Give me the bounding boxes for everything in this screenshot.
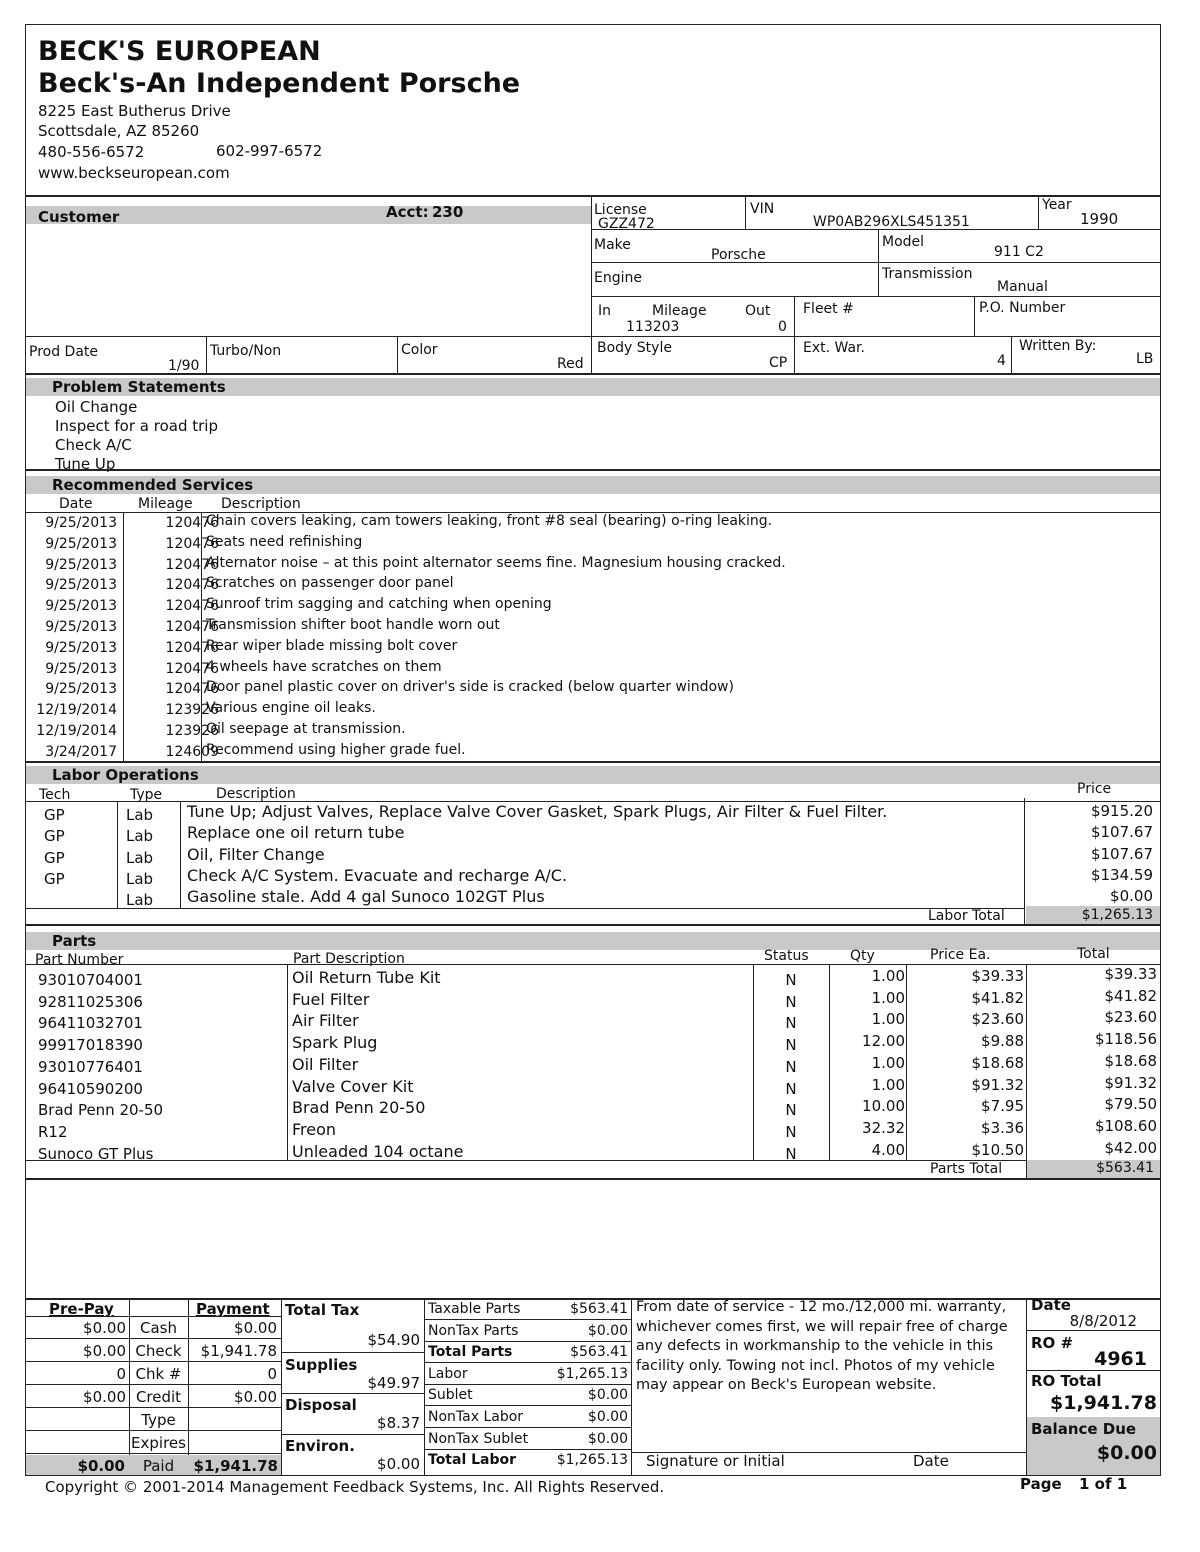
ext-war-value: 4 xyxy=(997,353,1006,369)
ro-value: 4961 xyxy=(1094,1348,1147,1370)
mileage-in-value: 113203 xyxy=(626,319,680,335)
part-desc: Oil Return Tube Kit xyxy=(292,968,441,987)
license-value: GZZ472 xyxy=(598,216,655,232)
part-number: Sunoco GT Plus xyxy=(38,1144,154,1163)
transmission-value: Manual xyxy=(997,279,1048,295)
part-price: $41.82 xyxy=(971,988,1024,1007)
vin-label: VIN xyxy=(750,201,775,217)
rec-date: 9/25/2013 xyxy=(45,535,117,552)
pay-type: Cash xyxy=(140,1319,177,1337)
problem-item: Tune Up xyxy=(55,455,116,473)
rec-mileage: 120476 xyxy=(165,515,219,531)
company-tagline: Beck's-An Independent Porsche xyxy=(38,68,521,99)
body-style-value: CP xyxy=(769,355,788,371)
labor-desc: Replace one oil return tube xyxy=(187,823,405,843)
ro-total-label: RO Total xyxy=(1031,1372,1102,1390)
license-label: License xyxy=(594,202,647,218)
rec-mileage: 124609 xyxy=(165,743,219,760)
environ-label: Environ. xyxy=(285,1437,355,1455)
signature-label: Signature or Initial xyxy=(646,1452,785,1470)
parts-col-qty: Qty xyxy=(850,948,875,964)
labor-col-price: Price xyxy=(1077,781,1112,797)
parts-col-number: Part Number xyxy=(35,952,124,968)
part-desc: Valve Cover Kit xyxy=(292,1076,414,1096)
part-desc: Air Filter xyxy=(292,1011,359,1031)
pay-type: Expires xyxy=(131,1434,186,1452)
part-number: 92811025306 xyxy=(38,992,143,1011)
rec-date: 9/25/2013 xyxy=(45,639,117,656)
labor-tech: GP xyxy=(44,827,65,846)
disposal-label: Disposal xyxy=(285,1396,357,1414)
rec-date: 9/25/2013 xyxy=(45,515,117,531)
environ-value: $0.00 xyxy=(377,1455,420,1473)
rec-desc: Various engine oil leaks. xyxy=(206,700,376,717)
part-qty: 1.00 xyxy=(871,988,905,1007)
fleet-label: Fleet # xyxy=(803,301,854,317)
summary-value: $0.00 xyxy=(587,1430,628,1447)
date-label: Date xyxy=(1031,1296,1071,1314)
ro-total-value: $1,941.78 xyxy=(1050,1392,1157,1414)
labor-col-tech: Tech xyxy=(39,787,71,803)
rec-desc: Seats need refinishing xyxy=(206,533,363,550)
summary-label: NonTax Parts xyxy=(428,1322,519,1339)
problem-bar: Problem Statements xyxy=(26,378,1160,396)
summary-label: NonTax Labor xyxy=(428,1409,524,1425)
color-value: Red xyxy=(557,356,584,372)
part-qty: 4.00 xyxy=(871,1140,905,1159)
page-number: 1 of 1 xyxy=(1079,1475,1128,1493)
labor-col-desc: Description xyxy=(216,786,296,802)
summary-label: Labor xyxy=(428,1365,468,1382)
mileage-out-value: 0 xyxy=(778,319,787,335)
payment-value: 0 xyxy=(267,1365,277,1383)
part-desc: Brad Penn 20-50 xyxy=(292,1098,426,1118)
parts-col-price: Price Ea. xyxy=(930,947,991,963)
summary-row-line xyxy=(424,1427,631,1428)
labor-price: $107.67 xyxy=(1090,823,1153,842)
payment-row-line xyxy=(25,1453,281,1454)
labor-desc: Gasoline stale. Add 4 gal Sunoco 102GT Plus xyxy=(187,887,545,907)
rec-date: 12/19/2014 xyxy=(36,702,117,719)
prod-date-label: Prod Date xyxy=(29,344,99,360)
written-by-value: LB xyxy=(1136,351,1154,367)
part-price: $91.32 xyxy=(971,1075,1024,1094)
rec-date: 12/19/2014 xyxy=(36,723,117,739)
part-total: $42.00 xyxy=(1104,1138,1157,1157)
part-number: 96411032701 xyxy=(38,1014,143,1033)
summary-label: Total Labor xyxy=(428,1452,517,1469)
phone-2: 602-997-6572 xyxy=(216,142,323,160)
rec-desc: Transmission shifter boot handle worn out xyxy=(206,617,500,633)
make-label: Make xyxy=(594,237,631,253)
balance-due-label: Balance Due xyxy=(1031,1420,1137,1438)
rec-date: 9/25/2013 xyxy=(45,660,117,677)
part-status: N xyxy=(785,1057,797,1076)
labor-col-type: Type xyxy=(130,787,163,803)
year-label: Year xyxy=(1042,197,1072,213)
part-status: N xyxy=(785,971,797,989)
total-tax-label: Total Tax xyxy=(285,1301,360,1319)
payment-value: $0.00 xyxy=(234,1388,277,1406)
labor-type: Lab xyxy=(126,806,154,824)
labor-tech: GP xyxy=(44,848,65,867)
part-total: $91.32 xyxy=(1104,1073,1157,1092)
total-tax-value: $54.90 xyxy=(367,1331,420,1349)
turbo-label: Turbo/Non xyxy=(210,343,282,359)
rec-mileage: 123926 xyxy=(165,723,219,739)
summary-row-line xyxy=(424,1319,631,1320)
part-qty: 12.00 xyxy=(862,1032,905,1051)
balance-due-value: $0.00 xyxy=(1096,1442,1157,1464)
summary-row-line xyxy=(424,1384,631,1385)
part-total: $108.60 xyxy=(1094,1116,1157,1135)
payment-value: $1,941.78 xyxy=(200,1342,277,1360)
payment-row-line xyxy=(25,1338,281,1339)
rec-desc: Chain covers leaking, cam towers leaking, front #8 seal (bearing) o-ring leaking. xyxy=(206,513,773,529)
payment-row-line xyxy=(25,1361,281,1362)
make-value: Porsche xyxy=(711,247,766,263)
summary-row-line xyxy=(424,1341,631,1342)
part-price: $18.68 xyxy=(971,1053,1024,1072)
po-label: P.O. Number xyxy=(979,300,1066,316)
summary-label: NonTax Sublet xyxy=(428,1430,529,1447)
rec-mileage: 120476 xyxy=(165,639,219,656)
part-price: $39.33 xyxy=(971,967,1024,985)
part-qty: 1.00 xyxy=(871,1075,905,1094)
labor-desc: Oil, Filter Change xyxy=(187,844,325,864)
paid-value: $1,941.78 xyxy=(193,1457,278,1475)
labor-total-value: $1,265.13 xyxy=(1081,907,1153,923)
written-by-label: Written By: xyxy=(1019,338,1097,354)
rec-col-desc: Description xyxy=(221,496,301,512)
part-price: $10.50 xyxy=(971,1140,1024,1159)
labor-type: Lab xyxy=(126,869,154,888)
rec-mileage: 120476 xyxy=(165,577,219,594)
part-number: R12 xyxy=(38,1122,68,1141)
part-number: 96410590200 xyxy=(38,1079,143,1098)
labor-type: Lab xyxy=(126,848,154,867)
labor-desc: Check A/C System. Evacuate and recharge A/C. xyxy=(187,865,568,885)
supplies-label: Supplies xyxy=(285,1356,358,1374)
date-value: 8/8/2012 xyxy=(1069,1312,1137,1330)
pay-type: Chk # xyxy=(135,1365,182,1383)
rec-col-mileage: Mileage xyxy=(138,496,193,512)
website: www.beckseuropean.com xyxy=(38,164,230,182)
part-qty: 1.00 xyxy=(871,1053,905,1072)
part-desc: Fuel Filter xyxy=(292,989,370,1009)
vin-value: WP0AB296XLS451351 xyxy=(813,214,970,230)
rec-date: 9/25/2013 xyxy=(45,556,117,573)
supplies-value: $49.97 xyxy=(367,1374,420,1392)
part-number: 93010776401 xyxy=(38,1057,143,1076)
acct-label: Acct: xyxy=(386,203,429,221)
rec-date: 9/25/2013 xyxy=(45,577,117,594)
mileage-label: Mileage xyxy=(652,303,707,319)
part-total: $39.33 xyxy=(1104,965,1157,983)
pay-type: Check xyxy=(135,1342,182,1360)
rec-mileage: 120476 xyxy=(165,681,219,698)
year-value: 1990 xyxy=(1080,210,1119,228)
rec-desc: Alternator noise – at this point alternator seems fine. Magnesium housing cracked. xyxy=(206,554,786,571)
summary-value: $563.41 xyxy=(570,1301,628,1317)
part-price: $3.36 xyxy=(981,1118,1024,1137)
acct-value: 230 xyxy=(432,203,464,221)
page-label: Page xyxy=(1020,1475,1062,1493)
customer-label: Customer xyxy=(38,208,120,226)
part-status: N xyxy=(785,992,797,1011)
rec-desc: Recommend using higher grade fuel. xyxy=(206,741,466,758)
prepay-value: $0.00 xyxy=(83,1388,126,1406)
engine-label: Engine xyxy=(594,270,642,286)
ro-label: RO # xyxy=(1031,1334,1074,1352)
summary-row-line xyxy=(424,1405,631,1406)
company-name: BECK'S EUROPEAN xyxy=(38,36,321,67)
summary-value: $1,265.13 xyxy=(556,1452,628,1469)
disposal-value: $8.37 xyxy=(377,1414,420,1432)
part-status: N xyxy=(785,1101,797,1120)
summary-value: $0.00 xyxy=(587,1409,628,1425)
part-number: 93010704001 xyxy=(38,971,143,989)
copyright: Copyright © 2001-2014 Management Feedback Systems, Inc. All Rights Reserved. xyxy=(45,1478,665,1496)
summary-label: Sublet xyxy=(428,1387,473,1404)
model-value: 911 C2 xyxy=(994,244,1044,260)
payment-row-line xyxy=(25,1430,281,1431)
prod-date-value: 1/90 xyxy=(168,358,200,374)
rec-mileage: 120476 xyxy=(165,598,219,615)
prepay-label: Pre-Pay xyxy=(49,1300,114,1318)
labor-price: $107.67 xyxy=(1090,844,1153,863)
part-status: N xyxy=(785,1014,797,1033)
rec-mileage: 120476 xyxy=(165,556,219,573)
part-qty: 1.00 xyxy=(871,1010,905,1029)
labor-price: $0.00 xyxy=(1110,887,1153,906)
part-qty: 32.32 xyxy=(862,1118,905,1137)
address-line-2: Scottsdale, AZ 85260 xyxy=(38,122,200,140)
rec-date: 9/25/2013 xyxy=(45,681,117,698)
rec-col-date: Date xyxy=(59,496,93,512)
paid-label: Paid xyxy=(142,1457,175,1475)
summary-value: $0.00 xyxy=(587,1387,628,1404)
ext-war-label: Ext. War. xyxy=(803,340,865,356)
labor-desc: Tune Up; Adjust Valves, Replace Valve Cover Gasket, Spark Plugs, Air Filter & Fuel Filter. xyxy=(187,802,888,821)
summary-value: $1,265.13 xyxy=(556,1365,628,1382)
labor-type: Lab xyxy=(126,891,154,910)
recommended-bar: Recommended Services xyxy=(26,476,1160,494)
color-label: Color xyxy=(401,342,438,358)
part-desc: Oil Filter xyxy=(292,1054,359,1074)
parts-col-status: Status xyxy=(764,948,809,964)
part-price: $7.95 xyxy=(981,1097,1024,1116)
summary-row-line xyxy=(424,1362,631,1363)
signature-date-label: Date xyxy=(913,1452,949,1470)
part-total: $41.82 xyxy=(1104,986,1157,1005)
rec-mileage: 123926 xyxy=(165,702,219,719)
labor-price: $134.59 xyxy=(1090,865,1153,884)
parts-bar: Parts xyxy=(26,932,1160,950)
part-total: $118.56 xyxy=(1094,1030,1157,1049)
part-status: N xyxy=(785,1122,797,1141)
pay-type: Credit xyxy=(135,1388,182,1406)
rec-date: 9/25/2013 xyxy=(45,598,117,615)
parts-total-label: Parts Total xyxy=(930,1161,1003,1177)
part-price: $9.88 xyxy=(981,1032,1024,1051)
rec-desc: 4 wheels have scratches on them xyxy=(206,658,442,675)
part-total: $23.60 xyxy=(1104,1008,1157,1027)
part-status: N xyxy=(785,1144,797,1163)
part-status: N xyxy=(785,1079,797,1098)
payment-label: Payment xyxy=(196,1300,270,1318)
rec-desc: Rear wiper blade missing bolt cover xyxy=(206,637,458,654)
part-desc: Unleaded 104 octane xyxy=(292,1141,464,1161)
part-number: 99917018390 xyxy=(38,1036,143,1055)
pay-type: Type xyxy=(141,1411,176,1429)
prepay-value: $0.00 xyxy=(83,1319,126,1337)
labor-type: Lab xyxy=(126,827,154,846)
parts-col-desc: Part Description xyxy=(293,951,405,967)
part-price: $23.60 xyxy=(971,1010,1024,1029)
rec-desc: Sunroof trim sagging and catching when opening xyxy=(206,596,552,613)
labor-tech: GP xyxy=(44,869,65,888)
rec-date: 3/24/2017 xyxy=(45,743,117,760)
part-number: Brad Penn 20-50 xyxy=(38,1101,164,1120)
part-total: $18.68 xyxy=(1104,1051,1157,1070)
problem-item: Oil Change xyxy=(55,398,138,416)
summary-label: Taxable Parts xyxy=(428,1301,521,1317)
rec-desc: Scratches on passenger door panel xyxy=(206,575,454,592)
phone-1: 480-556-6572 xyxy=(38,143,145,161)
prepay-value: 0 xyxy=(116,1365,126,1383)
part-qty: 1.00 xyxy=(871,967,905,985)
parts-total-value: $563.41 xyxy=(1096,1160,1154,1176)
payment-value: $0.00 xyxy=(234,1319,277,1337)
rec-mileage: 120476 xyxy=(165,535,219,552)
summary-value: $563.41 xyxy=(570,1344,628,1361)
rec-desc: Oil seepage at transmission. xyxy=(206,721,406,737)
warranty-text: From date of service - 12 mo./12,000 mi. warranty, whichever comes first, we will repair free of charge any defects in workmanship to the vehicle in this facility only. Towing not incl. Photos of my vehicle may appear on Beck's European website. xyxy=(636,1299,1008,1393)
part-qty: 10.00 xyxy=(862,1097,905,1116)
problem-item: Check A/C xyxy=(55,436,132,454)
payment-row-line xyxy=(25,1384,281,1385)
part-desc: Spark Plug xyxy=(292,1033,378,1053)
labor-bar: Labor Operations xyxy=(26,766,1160,784)
paid-pre-value: $0.00 xyxy=(77,1457,125,1475)
rec-desc: Door panel plastic cover on driver's side is cracked (below quarter window) xyxy=(206,679,734,696)
summary-value: $0.00 xyxy=(587,1322,628,1339)
summary-row-line xyxy=(424,1449,631,1450)
part-status: N xyxy=(785,1036,797,1055)
problem-item: Inspect for a road trip xyxy=(55,417,218,435)
mileage-out-label: Out xyxy=(745,303,771,319)
labor-total-label: Labor Total xyxy=(928,908,1005,924)
part-desc: Freon xyxy=(292,1119,337,1139)
parts-col-total: Total xyxy=(1077,946,1110,962)
labor-price: $915.20 xyxy=(1090,802,1153,820)
rec-date: 9/25/2013 xyxy=(45,619,117,635)
payment-row-line xyxy=(25,1407,281,1408)
rec-mileage: 120476 xyxy=(165,660,219,677)
part-total: $79.50 xyxy=(1104,1095,1157,1114)
mileage-in-label: In xyxy=(598,303,612,319)
rec-mileage: 120476 xyxy=(165,619,219,635)
prepay-value: $0.00 xyxy=(83,1342,126,1360)
model-label: Model xyxy=(882,234,925,250)
transmission-label: Transmission xyxy=(882,266,973,282)
summary-label: Total Parts xyxy=(428,1344,513,1361)
labor-tech: GP xyxy=(44,806,65,824)
body-style-label: Body Style xyxy=(597,340,672,356)
address-line-1: 8225 East Butherus Drive xyxy=(38,102,231,120)
blank-area xyxy=(25,1179,1161,1299)
